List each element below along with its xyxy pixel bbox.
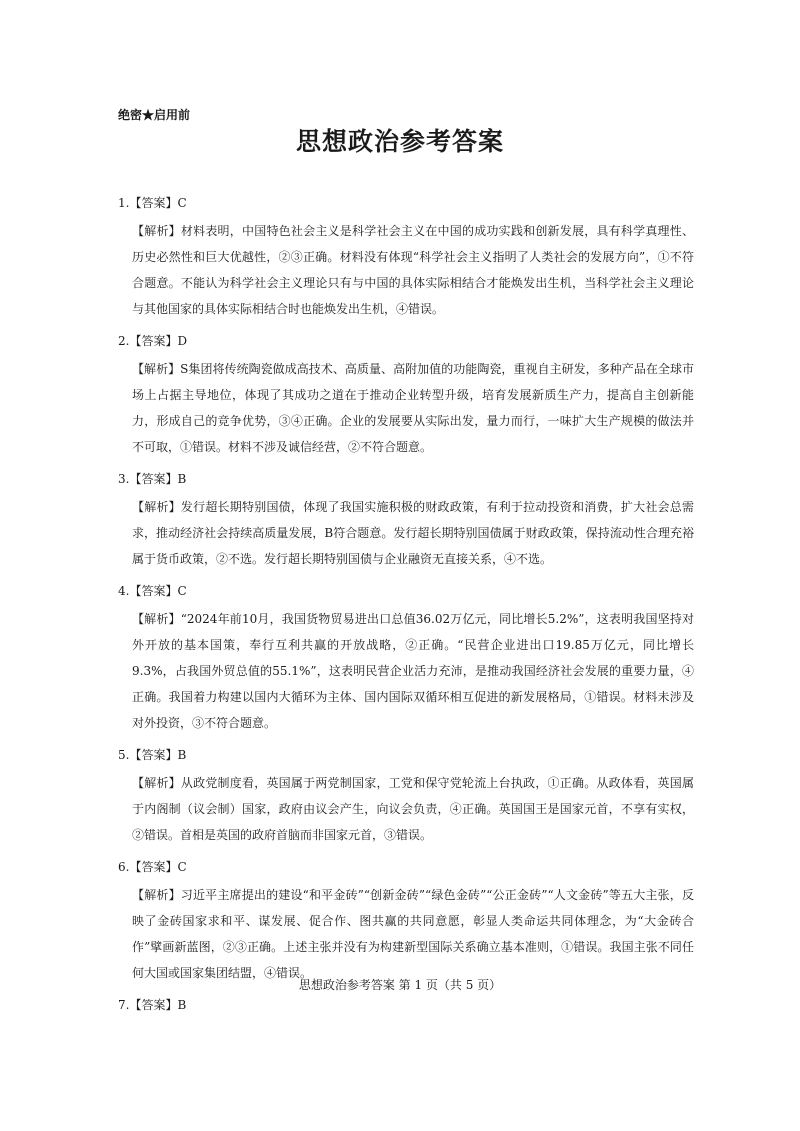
item-number: 6.: [118, 860, 130, 874]
answer-item-7: [118, 994, 694, 1016]
answer-key: 【答案】B: [129, 998, 187, 1012]
analysis-text: 【解析】“2024年前10月，我国货物贸易进出口总值36.02万亿元，同比增长5.2%”，这表明我国坚持对外开放的基本国策，奉行互利共赢的开放战略，②正确。“民营企业进出口19.85万亿元，同比增长9.3%，占我国外贸总值的55.1%”，这表明民营企业活力充沛，是推动我国经济社会发展的重要力量，④正确。我国着力构建以国内大循环为主体、国内国际双循环相互促进的新发展格局，①错误。材料未涉及对外投资，③不符合题意。: [132, 612, 694, 730]
item-number: 7.: [118, 998, 130, 1012]
answer-key: 【答案】B: [129, 472, 187, 486]
item-number: 5.: [118, 748, 130, 762]
answer-list: [118, 192, 694, 1024]
answer-key: 【答案】B: [129, 748, 187, 762]
analysis-text: 【解析】S集团将传统陶瓷做成高技术、高质量、高附加值的功能陶瓷，重视自主研发，多种产品在全球市场上占据主导地位，体现了其成功之道在于推动企业转型升级，培育发展新质生产力，提高自主创新能力，形成自己的竞争优势，③④正确。企业的发展要从实际出发，量力而行，一味扩大生产规模的做法并不可取，①错误。材料不涉及诚信经营，②不符合题意。: [132, 362, 694, 454]
answer-item-2: [118, 330, 694, 460]
item-number: 4.: [118, 584, 130, 598]
classification-label: 绝密★启用前: [118, 108, 191, 122]
item-number: 3.: [118, 472, 130, 486]
answer-item-6: [118, 856, 694, 986]
analysis-text: 【解析】习近平主席提出的建设“和平金砖”“创新金砖”“绿色金砖”“公正金砖”“人文金砖”等五大主张，反映了金砖国家求和平、谋发展、促合作、图共赢的共同意愿，彰显人类命运共同体理念，为“大金砖合作”擘画新蓝图，②③正确。上述主张并没有为构建新型国际关系确立基本准则，①错误。我国主张不同任何大国或国家集团结盟，④错误。: [132, 888, 694, 980]
answer-key: 【答案】C: [129, 860, 187, 874]
analysis-text: 【解析】发行超长期特别国债，体现了我国实施积极的财政政策，有利于拉动投资和消费，扩大社会总需求，推动经济社会持续高质量发展，B符合题意。发行超长期特别国债属于财政政策，保持流动性合理充裕属于货币政策，②不选。发行超长期特别国债与企业融资无直接关系，④不选。: [132, 500, 694, 566]
answer-key: 【答案】C: [129, 584, 187, 598]
page-title: 思想政治参考答案: [295, 127, 504, 156]
page-footer: 思想政治参考答案 第 1 页（共 5 页）: [298, 978, 502, 992]
answer-item-5: [118, 744, 694, 848]
answer-key: 【答案】C: [129, 196, 187, 210]
answer-item-1: [118, 192, 694, 322]
item-number: 2.: [118, 334, 130, 348]
answer-key: 【答案】D: [129, 334, 188, 348]
analysis-text: 【解析】从政党制度看，英国属于两党制国家，工党和保守党轮流上台执政，①正确。从政体看，英国属于内阁制（议会制）国家，政府由议会产生，向议会负责，④正确。英国国王是国家元首，不享有实权，②错误。首相是英国的政府首脑而非国家元首，③错误。: [132, 776, 694, 842]
answer-item-4: [118, 580, 694, 736]
item-number: 1.: [118, 196, 130, 210]
analysis-text: 【解析】材料表明，中国特色社会主义是科学社会主义在中国的成功实践和创新发展，具有科学真理性、历史必然性和巨大优越性，②③正确。材料没有体现“科学社会主义指明了人类社会的发展方向”，①不符合题意。不能认为科学社会主义理论只有与中国的具体实际相结合才能焕发出生机，当科学社会主义理论与其他国家的具体实际相结合时也能焕发出生机，④错误。: [132, 224, 694, 316]
answer-item-3: [118, 468, 694, 572]
